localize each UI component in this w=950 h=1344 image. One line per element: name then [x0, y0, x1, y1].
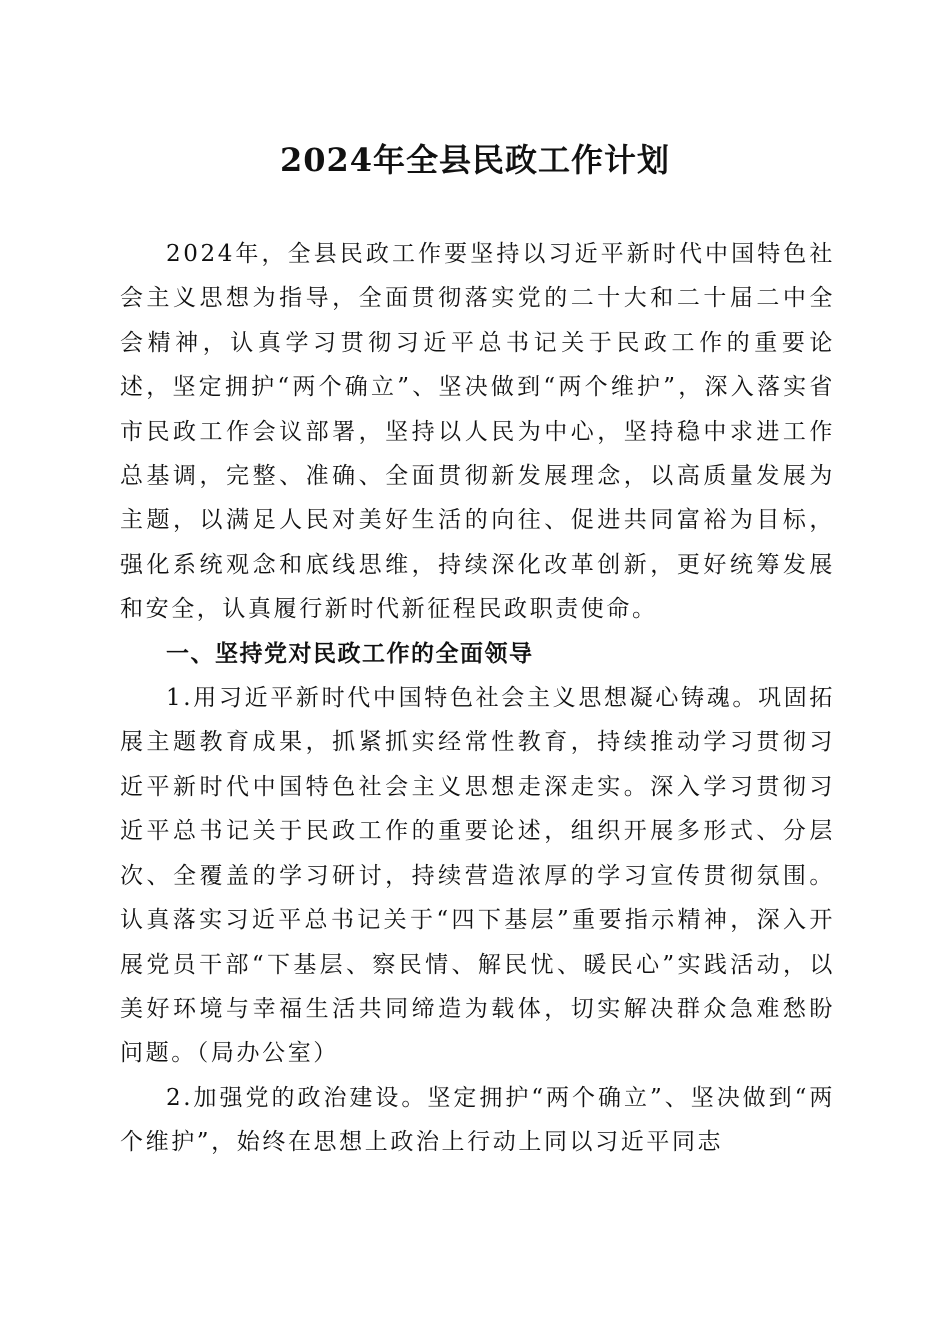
- document-body: [120, 232, 835, 1165]
- item-paragraph-2: 2.加强党的政治建设。坚定拥护“两个确立”、坚决做到“两个维护”，始终在思想上政治上行动上同以习近平同志: [120, 1084, 835, 1156]
- section-heading: 一、坚持党对民政工作的全面领导: [166, 640, 534, 667]
- intro-paragraph: 2024年，全县民政工作要坚持以习近平新时代中国特色社会主义思想为指导，全面贯彻落实党的二十大和二十届二中全会精神，认真学习贯彻习近平总书记关于民政工作的重要论述，坚定拥护“两个确立”、坚决做到“两个维护”，深入落实省市民政工作会议部署，坚持以人民为中心，坚持稳中求进工作总基调，完整、准确、全面贯彻新发展理念，以高质量发展为主题，以满足人民对美好生活的向往、促进共同富裕为目标，强化系统观念和底线思维，持续深化改革创新，更好统筹发展和安全，认真履行新时代新征程民政职责使命。: [120, 241, 835, 623]
- document-title: 2024年全县民政工作计划: [279, 141, 671, 179]
- item-paragraph-1: 1.用习近平新时代中国特色社会主义思想凝心铸魂。巩固拓展主题教育成果，抓紧抓实经常性教育，持续推动学习贯彻习近平新时代中国特色社会主义思想走深走实。深入学习贯彻习近平总书记关于民政工作的重要论述，组织开展多形式、分层次、全覆盖的学习研讨，持续营造浓厚的学习宣传贯彻氛围。认真落实习近平总书记关于“四下基层”重要指示精神，深入开展党员干部“下基层、察民情、解民忧、暖民心”实践活动，以美好环境与幸福生活共同缔造为载体，切实解决群众急难愁盼问题。（局办公室）: [120, 685, 835, 1067]
